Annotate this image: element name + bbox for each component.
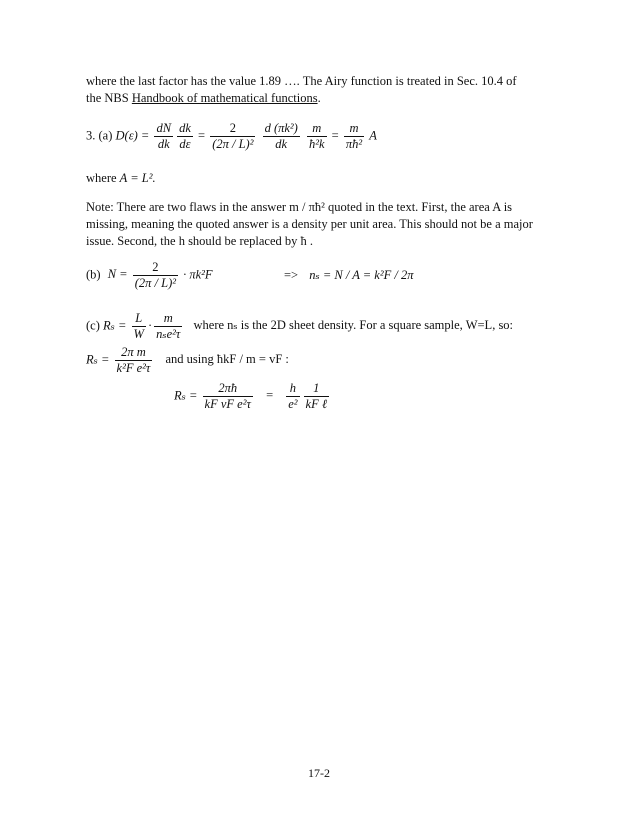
eq3a-lhs: D(ε) =	[115, 128, 150, 143]
eqc-label: (c)	[86, 318, 100, 333]
eqe-frac-3: $\frac{1}{\text{kF ℓ}}$	[305, 381, 328, 411]
eqd-lhs: Rₛ =	[86, 352, 110, 367]
page-number: 17-2	[308, 766, 330, 780]
area-definition-pre: where	[86, 171, 120, 185]
eq3a-area: A	[369, 128, 377, 143]
eqe-frac-2: $\frac{h}{\text{e²}}$	[288, 381, 298, 411]
eqb-fermi-area: · πk²F	[183, 267, 213, 282]
eqc-frac-aspect: $\frac{L}{W}$	[133, 311, 144, 341]
eqc-lhs: Rₛ =	[103, 318, 127, 333]
eq3a-frac-density: $\frac{2}{\text{(2π / L)²}}$	[212, 121, 254, 151]
eq3a-frac-m-pih: $\frac{m}{\text{πħ²}}$	[345, 121, 363, 151]
area-definition-value: A = L².	[119, 171, 156, 185]
eq3a-frac-dn-dk: $\frac{dN}{dk}$	[156, 121, 172, 151]
note-paragraph	[86, 199, 552, 250]
paragraph-airy	[86, 73, 552, 107]
eqc-frac-drude: $\frac{m}{\text{nₛe²τ}}$	[156, 311, 181, 341]
note-line2: missing, meaning the quoted answer is a density per unit area. This should not be a major	[86, 217, 533, 231]
eqb-label: (b)	[86, 267, 101, 282]
eq3a-frac-derivative: $\frac{\text{d (πk²)}}{dk}$	[264, 121, 298, 151]
equation-b	[86, 260, 213, 291]
eqb-lhs: N =	[107, 267, 128, 282]
note-line1: Note: There are two flaws in the answer m / πħ² quoted in the text. First, the area A is	[86, 200, 513, 214]
eq3a-equals-1: =	[198, 128, 206, 143]
paragraph-airy-line2-pre: the NBS	[86, 91, 132, 105]
eq3a-frac-m-hk: $\frac{m}{\text{ħ²k}}$	[308, 121, 325, 151]
equation-e	[174, 381, 331, 412]
eqb-sheet-density: nₛ = N / A = k²F / 2π	[309, 268, 414, 282]
paragraph-airy-line2-post: .	[317, 91, 321, 105]
eqe-lhs: Rₛ =	[174, 388, 198, 403]
eq3a-equals-2: =	[331, 128, 339, 143]
handbook-reference: Handbook of mathematical functions	[131, 91, 318, 105]
equation-3a	[86, 121, 377, 152]
eqe-equals: =	[266, 388, 274, 403]
note-line3: issue. Second, the h should be replaced by ħ .	[86, 234, 314, 248]
eqc-explanation: where nₛ is the 2D sheet density. For a square sample, W=L, so:	[193, 318, 514, 333]
equation-b-result	[284, 267, 413, 283]
eqc-dot: ·	[147, 318, 153, 333]
eq3a-label: 3. (a)	[86, 128, 113, 143]
equation-d	[86, 345, 289, 376]
eqb-arrow: =>	[284, 268, 299, 282]
eq3a-frac-dk-de: $\frac{dk}{d\varepsilon}$	[179, 121, 191, 151]
area-definition	[86, 170, 552, 187]
eqb-frac: $\frac{2}{\text{(2π / L)²}}$	[134, 260, 176, 290]
eqd-explanation: and using ħkF / m = vF :	[165, 352, 289, 367]
equation-c	[86, 311, 513, 342]
eqe-frac-1: $\frac{2\pi ħ}{\text{kF vF e²τ}}$	[204, 381, 251, 411]
eqd-frac: $\frac{\text{2π m}}{\text{k²F e²τ}}$	[116, 345, 151, 375]
paragraph-airy-line1: where the last factor has the value 1.89 …. The Airy function is treated in Sec. 10.4 of	[86, 74, 517, 88]
